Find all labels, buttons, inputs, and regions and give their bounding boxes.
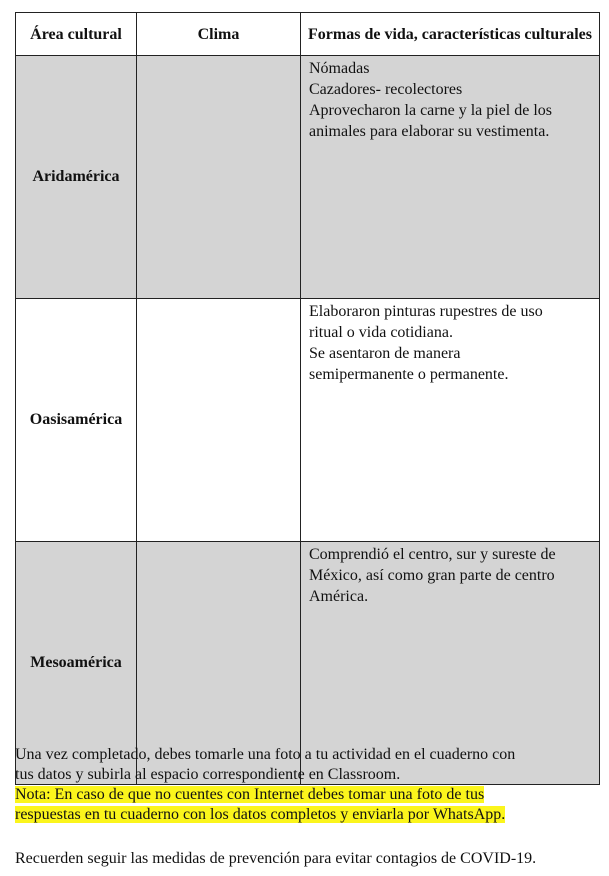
formas-line: Aprovecharon la carne y la piel de los [309, 102, 553, 119]
table-row [16, 56, 600, 299]
table-row [16, 299, 600, 542]
formas-line: América. [309, 588, 369, 605]
formas-line: animales para elaborar su vestimenta. [309, 123, 550, 140]
note-highlight-2: respuestas en tu cuaderno con los datos completos y enviarla por WhatsApp. [15, 806, 506, 823]
note-highlight-1: Nota: En caso de que no cuentes con Internet debes tomar una foto de tus [15, 786, 485, 803]
formas-line: Nómadas [309, 60, 370, 77]
formas-line: Elaboraron pinturas rupestres de uso [309, 303, 543, 320]
header-area: Área cultural [16, 13, 137, 56]
row-area-mesoamerica: Mesoamérica [16, 542, 137, 785]
formas-line: semipermanente o permanente. [309, 366, 509, 383]
instructions-line-1: Una vez completado, debes tomarle una foto a tu actividad en el cuaderno con [15, 746, 516, 763]
formas-line: México, así como gran parte de centro [309, 567, 555, 584]
cultural-areas-table [15, 12, 600, 785]
instructions-block [15, 745, 605, 825]
formas-line: Comprendió el centro, sur y sureste de [309, 546, 556, 563]
header-formas: Formas de vida, características culturales [301, 13, 600, 56]
reminder-block [15, 849, 605, 869]
table-header-row [16, 13, 600, 56]
formas-line: Cazadores- recolectores [309, 81, 463, 98]
row-formas-oasisamerica [301, 299, 600, 542]
note-line-1 [15, 785, 605, 805]
row-area-aridamerica: Aridamérica [16, 56, 137, 299]
row-formas-aridamerica [301, 56, 600, 299]
header-clima: Clima [137, 13, 301, 56]
row-clima-aridamerica [137, 56, 301, 299]
formas-line: Se asentaron de manera [309, 345, 461, 362]
row-clima-oasisamerica [137, 299, 301, 542]
formas-line: ritual o vida cotidiana. [309, 324, 453, 341]
instructions-line-2: tus datos y subirla al espacio correspondiente en Classroom. [15, 766, 401, 783]
reminder-line: Recuerden seguir las medidas de prevención para evitar contagios de COVID-19. [15, 850, 537, 867]
note-line-2 [15, 805, 605, 825]
row-area-oasisamerica: Oasisamérica [16, 299, 137, 542]
